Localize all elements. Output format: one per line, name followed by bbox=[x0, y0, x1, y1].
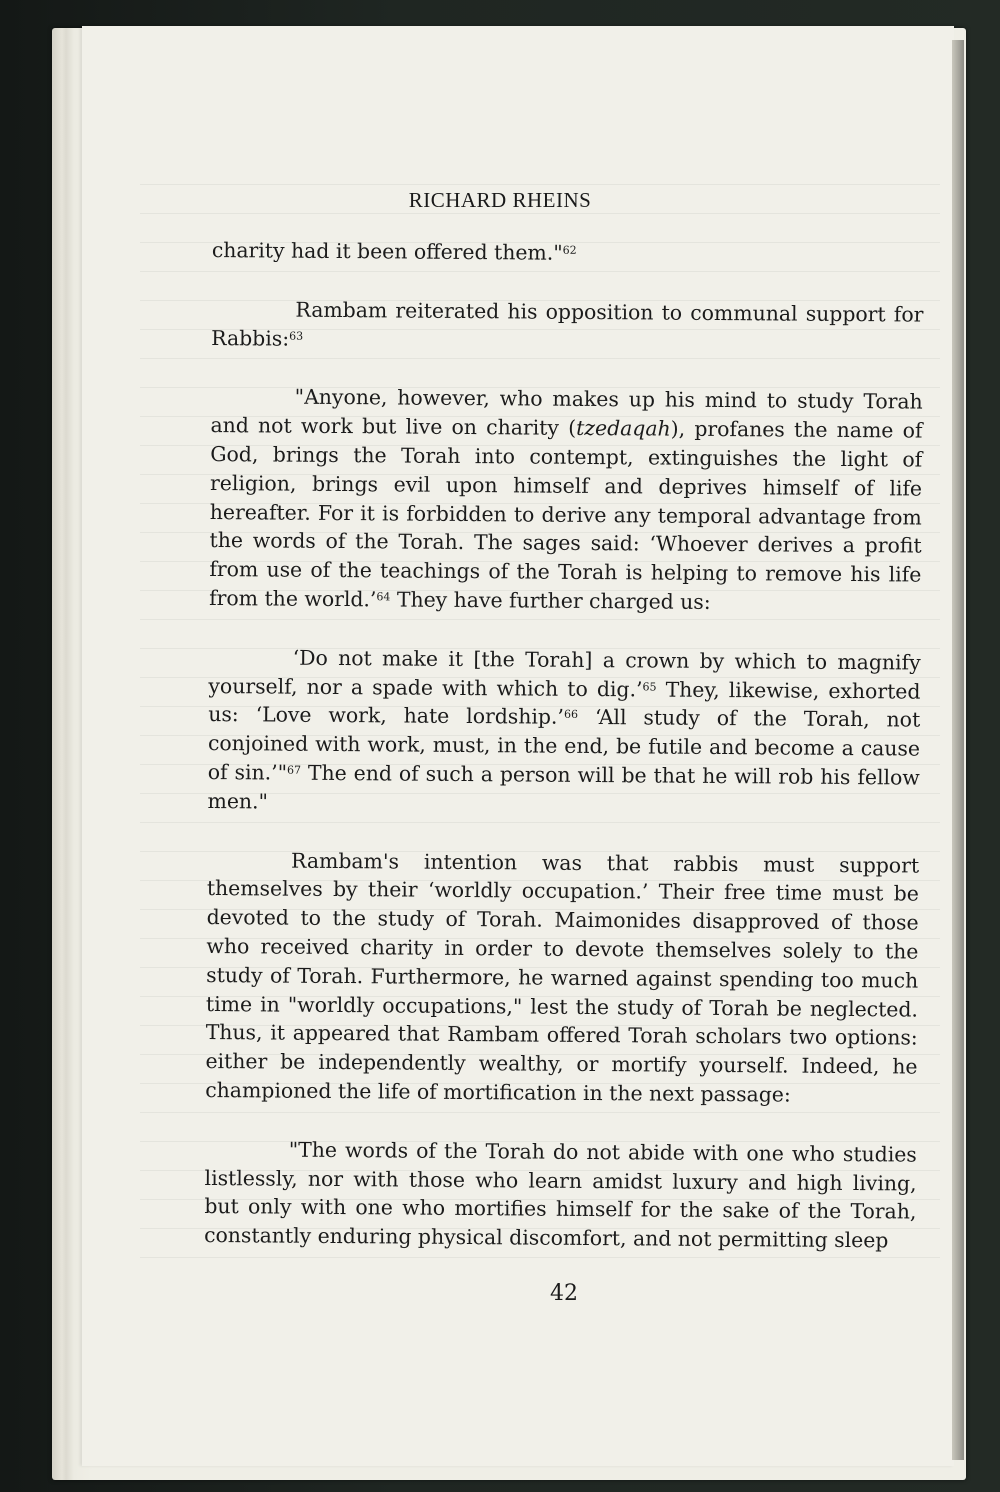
quote-anyone bbox=[209, 382, 923, 618]
quote-text: They, likewise, exhorted us: ‘Love work, hate lordship.’ bbox=[208, 677, 921, 730]
footnote-ref: 62 bbox=[562, 243, 577, 257]
footnote-ref: 65 bbox=[642, 679, 657, 694]
quote-text: The end of such a person will be that he will rob his fellow men." bbox=[207, 760, 920, 814]
footnote-ref: 64 bbox=[376, 590, 391, 604]
quote-text: ‘Do not make it [the Torah] a crown by which to magnify yourself, nor a spade with which to dig.’ bbox=[208, 645, 921, 701]
paragraph-text: Rambam reiterated his opposition to communal support for Rabbis: bbox=[211, 297, 924, 351]
footnote-ref: 67 bbox=[286, 763, 302, 777]
quote-text: ), profanes the name of God, brings the Torah into contempt, extinguishes the light of religion, brings evil upon himself and deprives himself of life hereafter. For it is forbidden to derive any temporal advantage from the words of the Torah. The sages said: ‘Whoever derives a profit from use of the teachings of the Torah is helping to remove his life from the world.’ bbox=[209, 416, 923, 612]
paragraph-rambam-opposition bbox=[211, 295, 923, 358]
paragraph-continuation bbox=[212, 236, 924, 270]
facing-page-edge bbox=[952, 40, 964, 1460]
running-head: RICHARD RHEINS bbox=[408, 188, 592, 212]
quote-words-of-torah: "The words of the Torah do not abide with one who studies listlessly, nor with those who learn amidst luxury and high living, but only with one who mortifies himself for the sake of the Torah, constantly enduring physical discomfort, and not permitting sleep bbox=[204, 1137, 917, 1253]
footnote-ref: 66 bbox=[563, 708, 579, 722]
paragraph-rambam-intention: Rambam's intention was that rabbis must support themselves by their ‘worldly occupation.’ Their free time must be devoted to the study of Torah. Maimonides disapproved of those who received charity in order to devote themselves solely to the study of Torah. Furthermore, he warned against spending too much time in "worldly occupations," lest the study of Torah be neglected. Thus, it appeared that Rambam offered Torah scholars two options: either be independently wealthy, or mortify yourself. Indeed, he championed the life of mortification in the next passage: bbox=[205, 848, 920, 1107]
body-text bbox=[204, 236, 924, 1255]
quote-text: "Anyone, however, who makes up his mind to study Torah and not work but live on charity ( bbox=[210, 385, 923, 441]
paragraph-text: charity had it been offered them." bbox=[211, 237, 563, 265]
quote-text: ‘All study of the Torah, not conjoined with work, must, in the end, be futile and become a cause of sin.’" bbox=[207, 705, 921, 785]
quote-text: They have further charged us: bbox=[390, 587, 711, 614]
quote-crown bbox=[207, 643, 920, 821]
footnote-ref: 63 bbox=[289, 329, 304, 343]
hebrew-term: tzedaqah bbox=[576, 416, 671, 441]
page-number: 42 bbox=[550, 1281, 578, 1306]
